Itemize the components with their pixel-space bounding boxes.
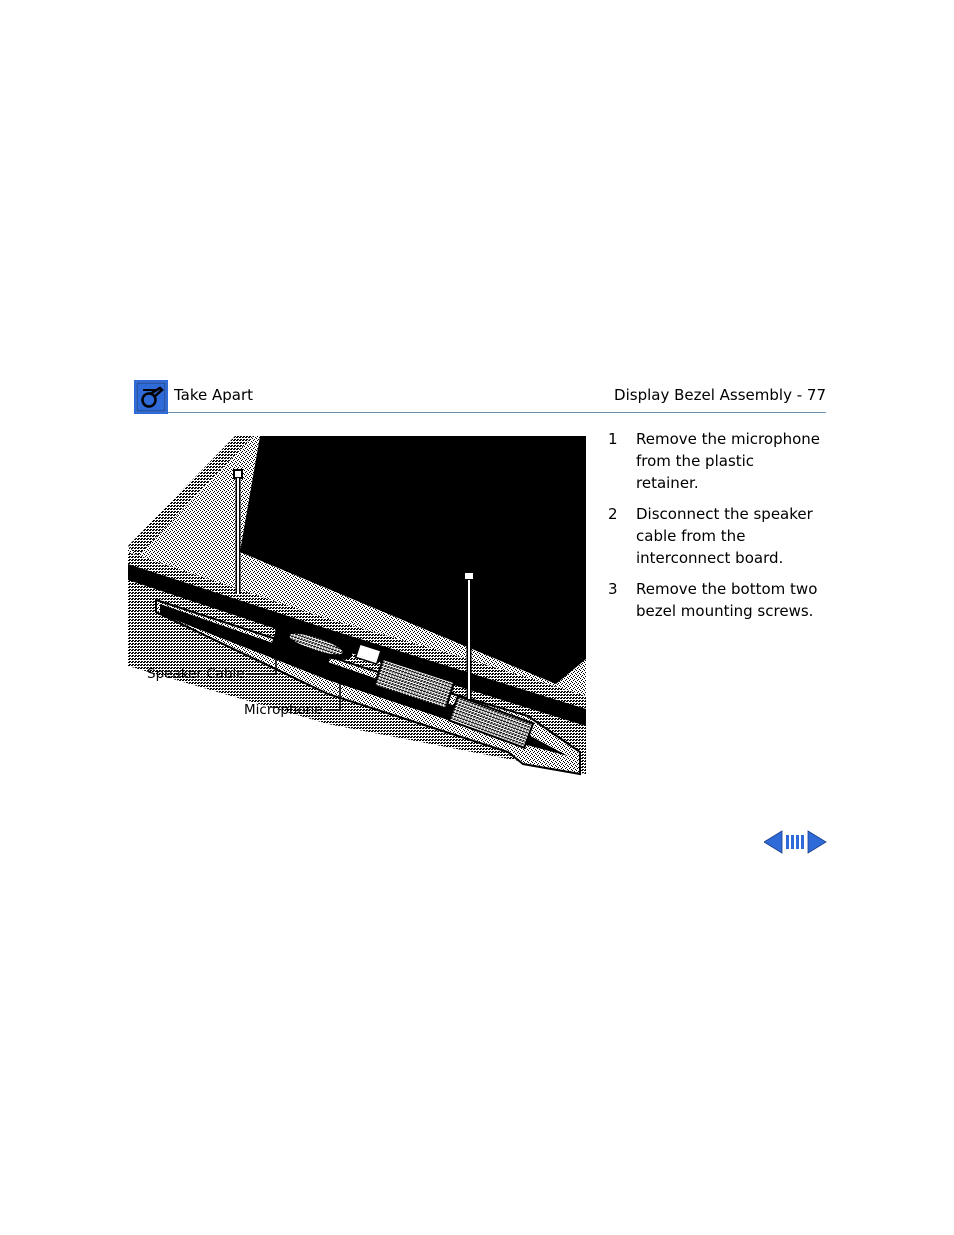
apple-tool-logo-icon[interactable] bbox=[134, 380, 168, 414]
step-text-line: Remove the microphone bbox=[636, 430, 821, 448]
page-navigation bbox=[764, 830, 828, 854]
step-text-line: Remove the bottom two bbox=[636, 580, 818, 598]
step-text-line: from the plastic bbox=[636, 452, 755, 470]
step-text-line: Disconnect the speaker bbox=[636, 505, 813, 523]
step-2 bbox=[608, 503, 848, 569]
step-1 bbox=[608, 428, 848, 494]
callout-speaker-cable: Speaker Cable bbox=[147, 666, 245, 682]
step-text-line: retainer. bbox=[636, 474, 699, 492]
bezel-drawing bbox=[128, 434, 586, 780]
callout-microphone: Microphone bbox=[244, 702, 323, 718]
step-text-line: interconnect board. bbox=[636, 549, 784, 567]
section-title: Take Apart bbox=[174, 386, 254, 404]
step-number: 2 bbox=[608, 505, 618, 523]
browse-bars-icon[interactable] bbox=[786, 835, 804, 849]
next-arrow-icon[interactable] bbox=[808, 831, 826, 853]
step-number: 1 bbox=[608, 430, 618, 448]
instruction-steps bbox=[608, 428, 848, 631]
page-header bbox=[134, 380, 826, 413]
step-text-line: cable from the bbox=[636, 527, 746, 545]
step-3 bbox=[608, 578, 848, 622]
display-bezel-illustration bbox=[128, 434, 586, 780]
previous-arrow-icon[interactable] bbox=[764, 831, 782, 853]
page-title: Display Bezel Assembly - 77 bbox=[614, 386, 826, 404]
step-number: 3 bbox=[608, 580, 618, 598]
step-text-line: bezel mounting screws. bbox=[636, 602, 814, 620]
